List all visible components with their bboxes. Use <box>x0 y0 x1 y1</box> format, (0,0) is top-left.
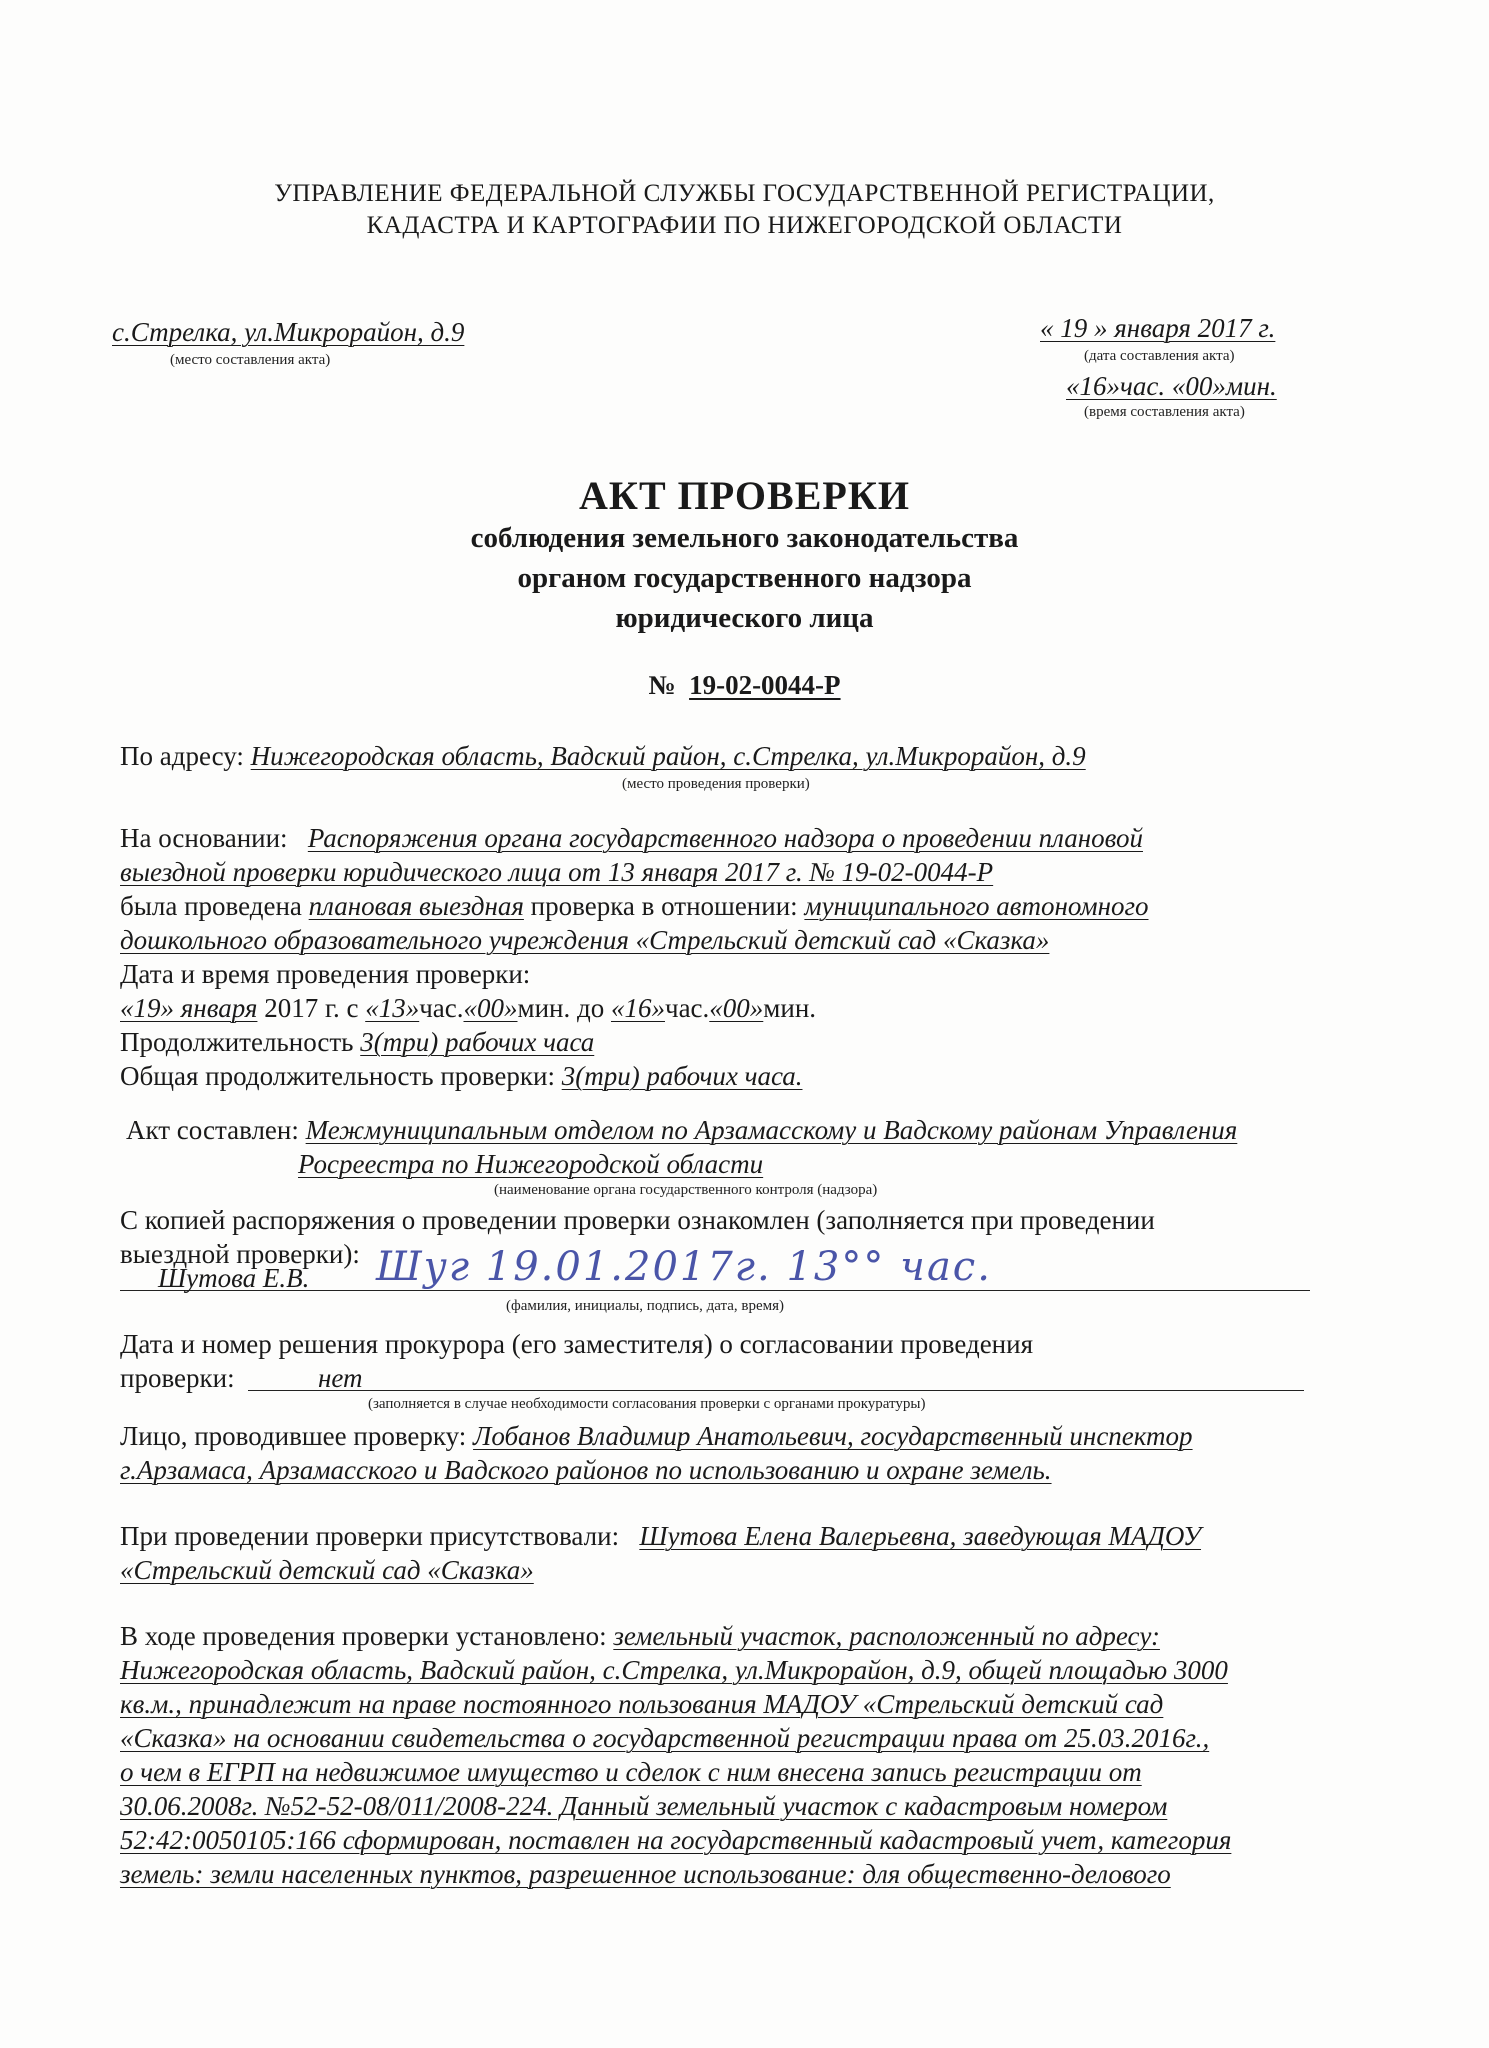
datetime-t4: мин. <box>763 993 817 1023</box>
doc-number <box>0 670 1489 701</box>
datetime-year: 2017 г. с <box>264 993 359 1023</box>
doc-number-value: 19-02-0044-Р <box>689 670 841 700</box>
prosecutor-value: нет <box>318 1363 363 1393</box>
findings-line-6: 30.06.2008г. №52-52-08/011/2008-224. Данный земельный участок с кадастровым номером <box>120 1791 1168 1821</box>
date-caption: (дата составления акта) <box>1084 348 1235 364</box>
present-line-2: «Стрельский детский сад «Сказка» <box>120 1555 534 1585</box>
place-value: с.Стрелка, ул.Микрорайон, д.9 <box>112 317 465 347</box>
header-line-2: КАДАСТРА И КАРТОГРАФИИ ПО НИЖЕГОРОДСКОЙ ОБЛАСТИ <box>366 212 1123 239</box>
conducted-subject-2: дошкольного образовательного учреждения «Стрельский детский сад «Сказка» <box>120 925 1050 955</box>
findings-label: В ходе проведения проверки установлено: <box>120 1621 607 1651</box>
prosecutor-line-1: Дата и номер решения прокурора (его заместителя) о согласовании проведения <box>120 1329 1033 1359</box>
inspector-label: Лицо, проводившее проверку: <box>120 1421 467 1451</box>
findings-line-3: кв.м., принадлежит на праве постоянного пользования МАДОУ «Стрельский детский сад <box>120 1689 1164 1719</box>
findings-line-1: земельный участок, расположенный по адресу: <box>613 1621 1160 1651</box>
address-label: По адресу: <box>120 741 244 771</box>
datetime-h2: «16» <box>610 993 665 1023</box>
conducted-prefix: была проведена <box>120 891 302 921</box>
findings-line-8: земель: земли населенных пунктов, разрешенное использование: для общественно-делового <box>120 1859 1171 1889</box>
datetime-day: «19» января <box>120 993 258 1023</box>
composed-line-2: Росреестра по Нижегородской области <box>298 1149 764 1179</box>
datetime-label: Дата и время проведения проверки: <box>120 959 531 989</box>
basis-line-1: Распоряжения органа государственного надзора о проведении плановой <box>307 823 1143 853</box>
findings-line-7: 52:42:0050105:166 сформирован, поставлен на государственный кадастровый учет, категория <box>120 1825 1232 1855</box>
doc-subtitle-2: органом государственного надзора <box>517 562 972 594</box>
doc-number-label: № <box>648 670 676 700</box>
prosecutor-line <box>248 1390 1304 1391</box>
inspector-row-1 <box>120 1420 1193 1453</box>
present-line-1: Шутова Елена Валерьевна, заведующая МАДОУ <box>639 1521 1202 1551</box>
composed-line-1: Межмуниципальным отделом по Арзамасскому и Вадскому районам Управления <box>305 1115 1238 1145</box>
address-value: Нижегородская область, Вадский район, с.Стрелка, ул.Микрорайон, д.9 <box>250 741 1086 771</box>
inspector-line-2: г.Арзамаса, Арзамасского и Вадского районов по использованию и охране земель. <box>120 1455 1052 1485</box>
doc-subtitle-3: юридического лица <box>615 602 874 634</box>
time-value: «16»час. «00»мин. <box>1066 371 1277 401</box>
doc-title: АКТ ПРОВЕРКИ <box>579 473 910 518</box>
findings-line-5: о чем в ЕГРП на недвижимое имущество и сделок с ним внесена запись регистрации от <box>120 1757 1142 1787</box>
basis-label: На основании: <box>120 823 288 853</box>
address-row <box>120 740 1086 773</box>
total-value: 3(три) рабочих часа. <box>561 1061 803 1091</box>
conducted-subject-1: муниципального автономного <box>804 891 1149 921</box>
present-label: При проведении проверки присутствовали: <box>120 1521 620 1551</box>
duration-value: 3(три) рабочих часа <box>360 1027 595 1057</box>
composed-label: Акт составлен: <box>126 1115 299 1145</box>
conducted-middle: проверка в отношении: <box>530 891 798 921</box>
datetime-m1: «00» <box>463 993 518 1023</box>
datetime-t2: мин. до <box>517 993 605 1023</box>
findings-line-4: «Сказка» на основании свидетельства о государственной регистрации права от 25.03.2016г., <box>120 1723 1210 1753</box>
datetime-row <box>120 992 816 1025</box>
present-row-1 <box>120 1520 1201 1553</box>
basis-row-1 <box>120 822 1143 855</box>
conducted-row-1 <box>120 890 1149 923</box>
copy-handwritten: Шуг 19.01.2017г. 13°° час. <box>376 1244 992 1290</box>
composed-row-1 <box>126 1114 1237 1147</box>
time-caption: (время составления акта) <box>1084 404 1245 420</box>
copy-name: Шутова Е.В. <box>158 1263 310 1293</box>
header-line-1: УПРАВЛЕНИЕ ФЕДЕРАЛЬНОЙ СЛУЖБЫ ГОСУДАРСТВЕННОЙ РЕГИСТРАЦИИ, <box>274 180 1215 207</box>
datetime-t1: час. <box>419 993 464 1023</box>
conducted-type: плановая выездная <box>308 891 524 921</box>
total-label: Общая продолжительность проверки: <box>120 1061 555 1091</box>
prosecutor-caption: (заполняется в случае необходимости согласования проверки с органами прокуратуры) <box>368 1396 926 1412</box>
datetime-t3: час. <box>664 993 710 1023</box>
copy-line-1: С копией распоряжения о проведении проверки ознакомлен (заполняется при проведении <box>120 1205 1155 1235</box>
doc-subtitle-1: соблюдения земельного законодательства <box>470 522 1019 554</box>
copy-line-2: выездной проверки): <box>120 1239 360 1269</box>
address-caption: (место проведения проверки) <box>622 776 810 792</box>
datetime-m2: «00» <box>709 993 764 1023</box>
prosecutor-label: проверки: <box>120 1363 235 1393</box>
total-row <box>120 1060 803 1093</box>
place-caption: (место составления акта) <box>170 352 331 368</box>
basis-line-2: выездной проверки юридического лица от 13 января 2017 г. № 19-02-0044-Р <box>120 857 994 887</box>
datetime-h1: «13» <box>365 993 420 1023</box>
composed-caption: (наименование органа государственного контроля (надзора) <box>494 1182 878 1198</box>
prosecutor-row <box>120 1362 235 1395</box>
copy-caption: (фамилия, инициалы, подпись, дата, время) <box>506 1298 784 1314</box>
duration-label: Продолжительность <box>120 1027 354 1057</box>
inspector-line-1: Лобанов Владимир Анатольевич, государственный инспектор <box>473 1421 1193 1451</box>
findings-row-1 <box>120 1620 1160 1653</box>
duration-row <box>120 1026 594 1059</box>
findings-line-2: Нижегородская область, Вадский район, с.Стрелка, ул.Микрорайон, д.9, общей площадью 3000 <box>120 1655 1228 1685</box>
date-value: « 19 » января 2017 г. <box>1040 313 1276 343</box>
